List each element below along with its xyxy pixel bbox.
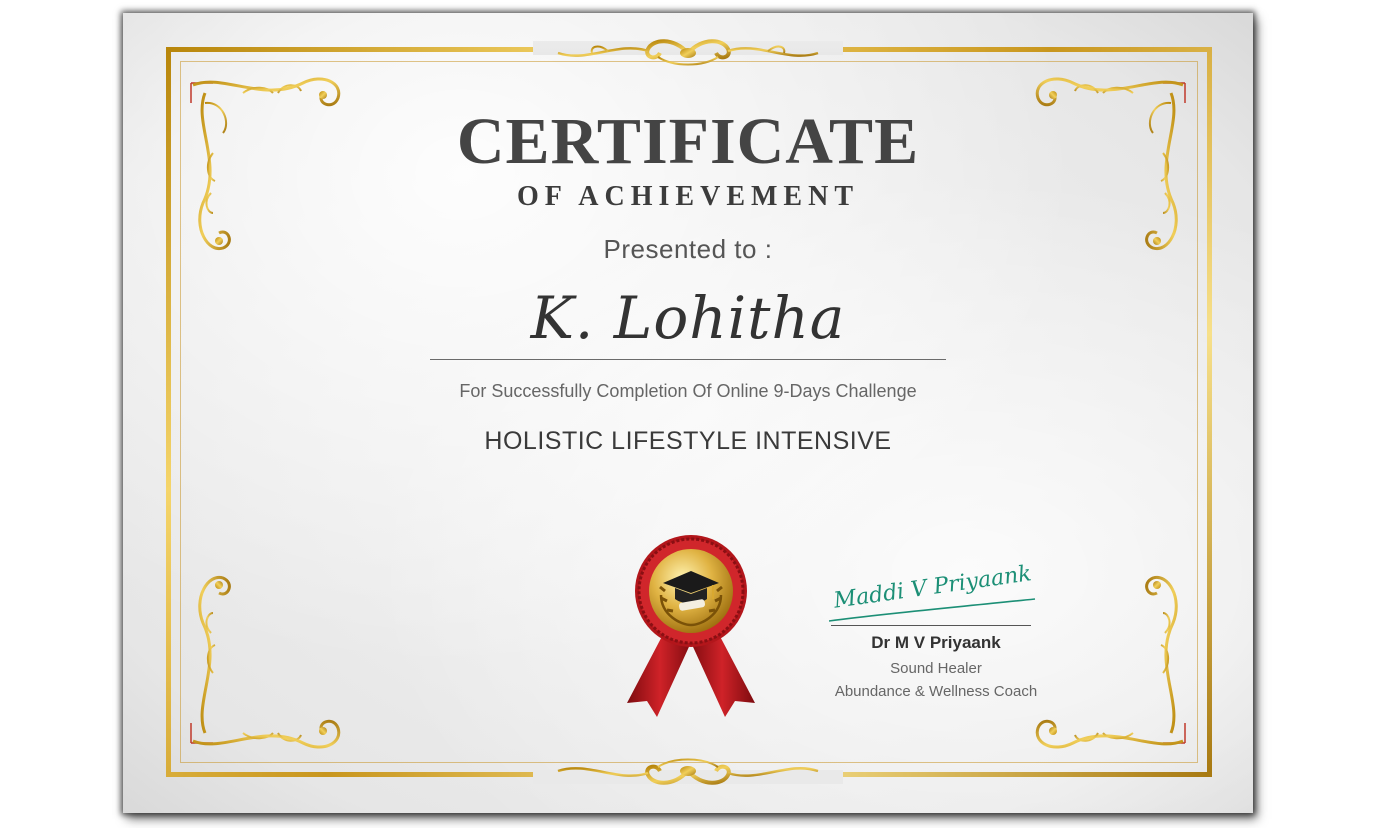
corner-filigree-icon — [183, 533, 353, 763]
signature: Maddi V Priyaank — [832, 561, 1034, 614]
graduation-cap-seal-icon — [621, 533, 761, 733]
name-underline — [430, 359, 946, 360]
certificate-paper — [123, 13, 1253, 813]
recipient-name: K. Lohitha — [530, 284, 846, 352]
signature-line — [831, 625, 1031, 626]
program-name: HOLISTIC LIFESTYLE INTENSIVE — [484, 427, 892, 455]
signature-stroke-icon — [829, 595, 1039, 625]
bottom-flourish-icon — [548, 753, 828, 789]
top-flourish-icon — [548, 35, 828, 71]
signatory-role-2: Abundance & Wellness Coach — [834, 683, 1038, 700]
signatory-role-1: Sound Healer — [890, 660, 982, 677]
achievement-description: For Successfully Completion Of Online 9-Days Challenge — [459, 381, 917, 401]
presented-to-label: Presented to : — [603, 234, 773, 264]
signatory-name: Dr M V Priyaank — [871, 633, 1001, 652]
certificate-title: CERTIFICATE — [456, 105, 920, 178]
certificate-subtitle: OF ACHIEVEMENT — [517, 181, 859, 212]
